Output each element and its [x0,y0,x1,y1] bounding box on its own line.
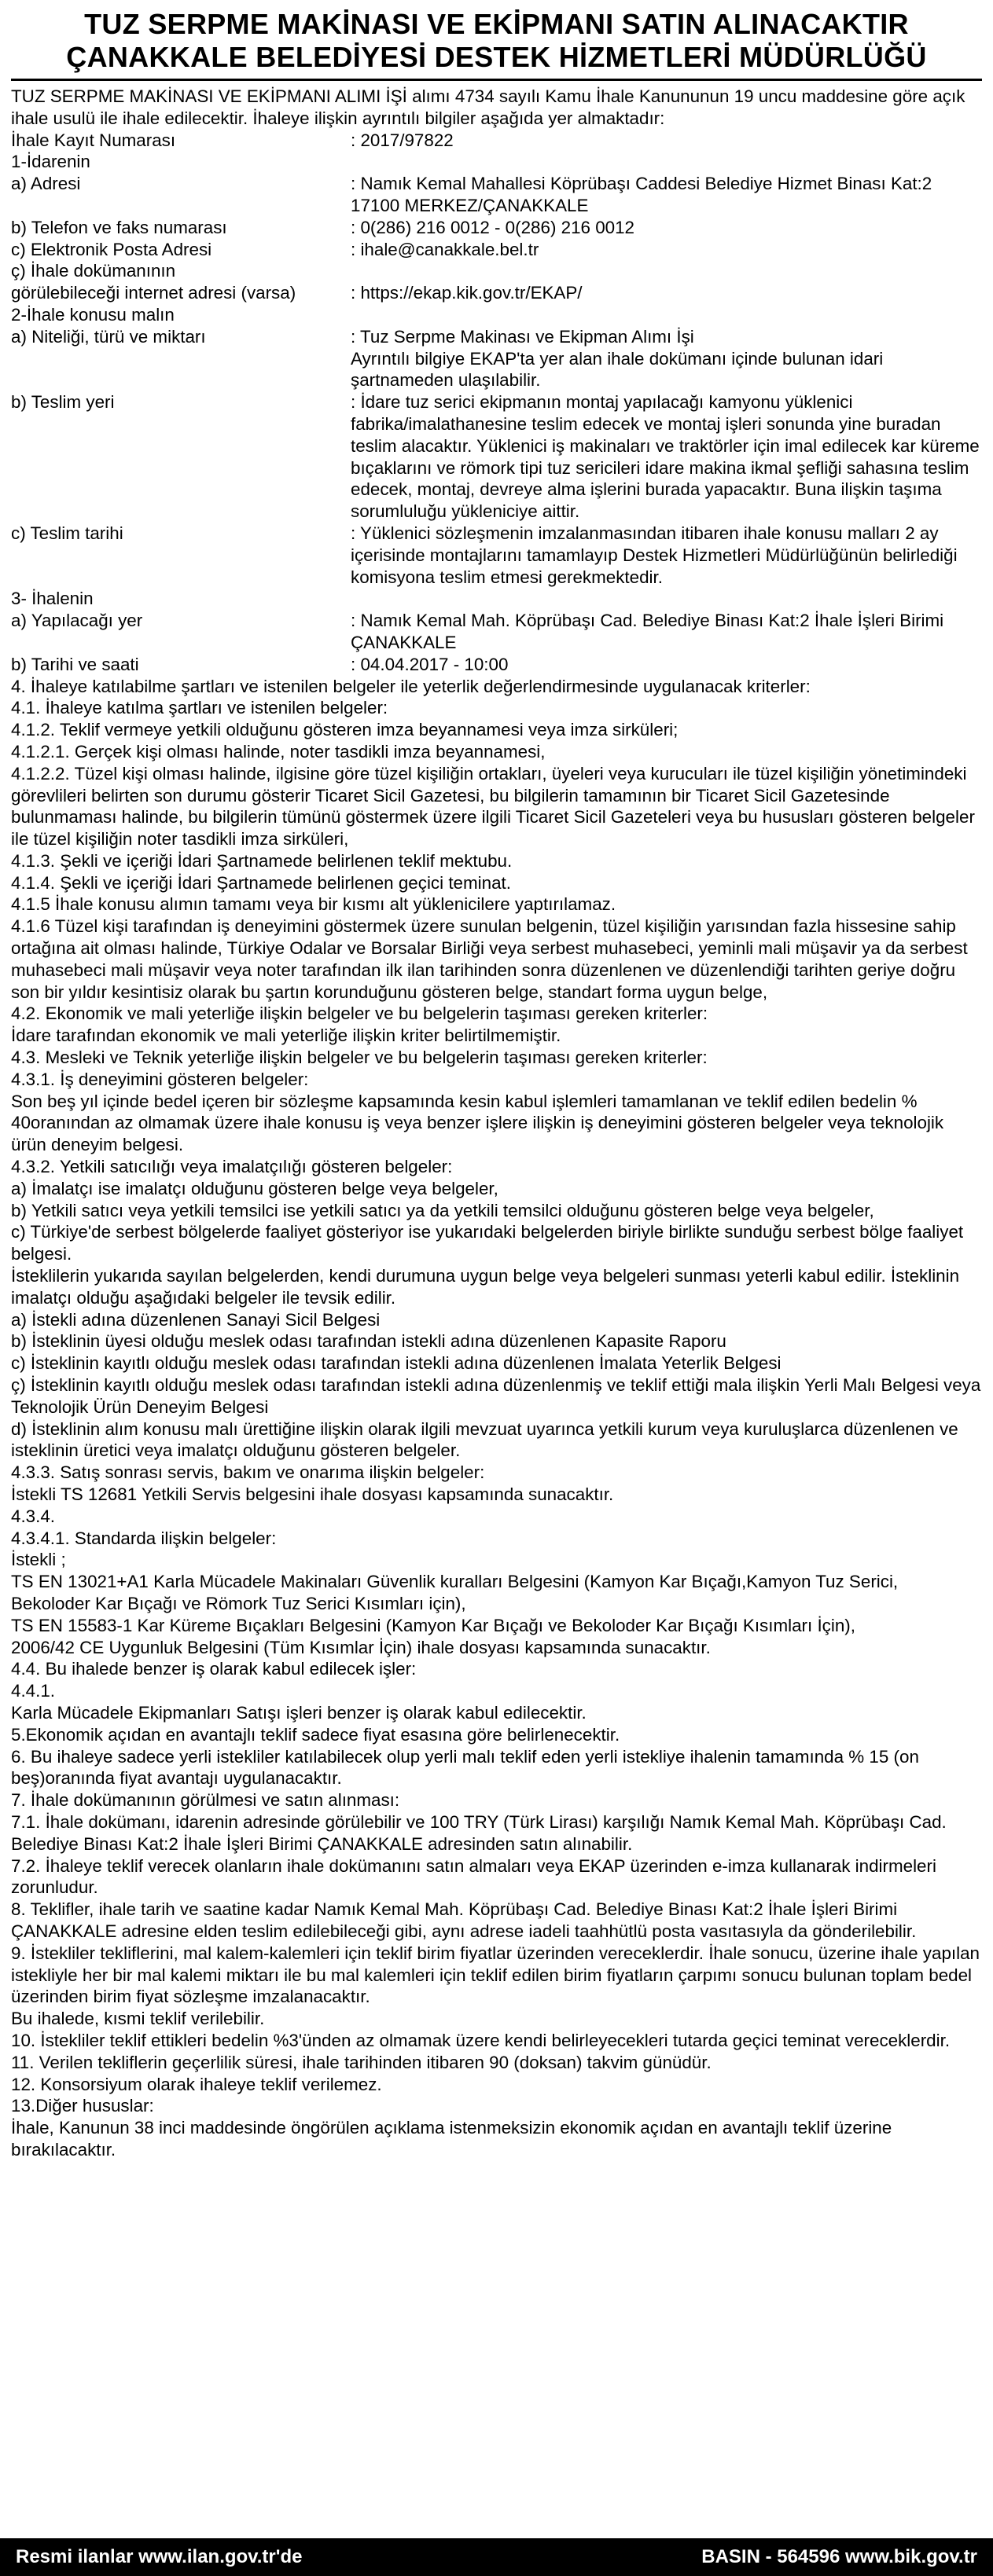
condition-paragraph: 6. Bu ihaleye sadece yerli istekliler katılabilecek olup yerli malı teklif eden yerli istekliye ihalenin tamamında % 15 (on beş)oranında fiyat avantajı uygulanacaktır. [11,1746,919,1789]
nitelik-value [351,326,982,391]
condition-paragraph: İsteklilerin yukarıda sayılan belgelerden, kendi durumuna uygun belge veya belgeleri sunması yeterli kabul edilir. İsteklinin imalatçı olduğu aşağıdaki belgeler ile tevsik edilir. [11,1266,960,1308]
ad-footer [0,2538,993,2576]
ihale-yer-row [11,610,982,654]
footer-basin-ref: BASIN - 564596 www.bik.gov.tr [701,2546,977,2567]
condition-paragraph: 4.1.2.2. Tüzel kişi olması halinde, ilgisine göre tüzel kişiliğin ortakları, üyeleri veya kurucuları ile tüzel kişiliğin yönetimindeki görevlileri belirten son durumu gösterir Ticaret Sicil Gazetesi, bu bilgilerin tamamının bir Ticaret Sicil Gazetesinde bulunmaması halinde, bu bilgilerin tümünü göstermek üzere ilgili Ticaret Sicil Gazeteleri veya bu hususları gösteren belgeler ile tüzel kişiliğin noter tasdikli imza sirküleri, [11,763,975,849]
ihale-tarih-row [11,654,982,676]
condition-paragraph: a) İmalatçı ise imalatçı olduğunu gösteren belge veya belgeler, [11,1178,498,1198]
telefon-label: b) Telefon ve faks numarası [11,217,227,237]
eposta-row [11,239,982,261]
condition-paragraph: 4. İhaleye katılabilme şartları ve istenilen belgeler ile yeterlik değerlendirmesinde uygulanacak kriterler: [11,676,811,696]
condition-paragraph: 4.1.2. Teklif vermeye yetkili olduğunu gösteren imza beyannamesi veya imza sirküleri; [11,720,679,740]
ihale-heading: 3- İhalenin [11,589,94,609]
condition-paragraph: 10. İstekliler teklif ettikleri bedelin %3'ünden az olmamak üzere kendi belirleyecekleri tutarda geçici teminat vereceklerdir. [11,2030,951,2050]
condition-paragraph: İstekli ; [11,1550,66,1570]
condition-paragraph: 4.3.1. İş deneyimini gösteren belgeler: [11,1069,309,1089]
ad-body [11,86,982,2161]
nitelik-text: : Tuz Serpme Makinası ve Ekipman Alımı İşi [351,326,694,347]
condition-paragraph: c) Türkiye'de serbest bölgelerde faaliyet gösteriyor ise yukarıdaki belgelerden biriyle birlikte sunduğu serbest bölge faaliyet belgesi. [11,1222,964,1264]
ihale-tarih-value: : 04.04.2017 - 10:00 [351,654,509,674]
dokuman-row [11,282,982,304]
condition-paragraph: 4.3.4.1. Standarda ilişkin belgeler: [11,1528,277,1548]
condition-paragraph: 4.1.3. Şekli ve içeriği İdari Şartnamede belirlenen teklif mektubu. [11,850,513,871]
condition-paragraph: Son beş yıl içinde bedel içeren bir sözleşme kapsamında kesin kabul işlemleri tamamlanan ve teklif edilen bedelin % 40oranından az olmamak üzere ihale konusu iş veya benzer işlere ilişkin iş deneyimini gösteren belgeler veya teknolojik ürün deneyim belgesi. [11,1091,944,1155]
ad-subtitle: ÇANAKKALE BELEDİYESİ DESTEK HİZMETLERİ MÜDÜRLÜĞÜ [66,41,927,73]
idare-heading: 1-İdarenin [11,152,90,172]
condition-paragraph: 4.1.5 İhale konusu alımın tamamı veya bir kısmı alt yüklenicilere yaptırılamaz. [11,894,616,915]
condition-paragraph: 7.2. İhaleye teklif verecek olanların ihale dokümanını satın almaları veya EKAP üzerinden e-imza kullanarak indirmeleri zorunludur. [11,1855,936,1898]
adres-row [11,173,982,217]
kayit-value: : 2017/97822 [351,130,454,150]
condition-paragraph: 4.2. Ekonomik ve mali yeterliğe ilişkin belgeler ve bu belgelerin taşıması gereken kriterler: [11,1004,708,1024]
teslim-tarihi-label: c) Teslim tarihi [11,523,123,543]
condition-paragraph: 4.1. İhaleye katılma şartları ve istenilen belgeler: [11,698,388,718]
dokuman-link: : https://ekap.kik.gov.tr/EKAP/ [351,283,583,303]
intro-text: TUZ SERPME MAKİNASI VE EKİPMANI ALIMI İŞİ alımı 4734 sayılı Kamu İhale Kanununun 19 uncu maddesine göre açık ihale usulü ile ihale edilecektir. İhaleye ilişkin ayrıntılı bilgiler aşağıda yer almaktadır: [11,86,965,128]
eposta-value: : ihale@canakkale.bel.tr [351,239,539,259]
eposta-label: c) Elektronik Posta Adresi [11,239,212,259]
condition-paragraph: İhale, Kanunun 38 inci maddesinde öngörülen açıklama istenmeksizin ekonomik açıdan en avantajlı teklif üzerine bırakılacaktır. [11,2118,892,2160]
condition-paragraph: 4.3.2. Yetkili satıcılığı veya imalatçılığı gösteren belgeler: [11,1157,453,1177]
condition-paragraph: Bu ihalede, kısmi teklif verilebilir. [11,2009,265,2029]
condition-paragraph: d) İsteklinin alım konusu malı ürettiğine ilişkin olarak ilgili mevzuat uyarınca yetkili kurum veya kuruluşlarca düzenlenen ve isteklinin üretici veya imalatçı olduğunu gösteren belgeler. [11,1418,958,1461]
condition-paragraph: 5.Ekonomik açıdan en avantajlı teklif sadece fiyat esasına göre belirlenecektir. [11,1724,620,1745]
condition-paragraph: 4.3. Mesleki ve Teknik yeterliğe ilişkin belgeler ve bu belgelerin taşıması gereken kriterler: [11,1048,708,1068]
dokuman-key: görülebileceği internet adresi (varsa) [11,283,296,303]
condition-paragraph: ç) İsteklinin kayıtlı olduğu meslek odası tarafından istekli adına düzenlenmiş ve teklif ettiği mala ilişkin Yerli Malı Belgesi veya Teknolojik Ürün Deneyim Belgesi [11,1375,981,1417]
conditions-list [11,676,982,2161]
condition-paragraph: 4.1.4. Şekli ve içeriği İdari Şartnamede belirlenen geçici teminat. [11,872,511,893]
condition-paragraph: 11. Verilen tekliflerin geçerlilik süresi, ihale tarihinden itibaren 90 (doksan) takvim günüdür. [11,2052,712,2072]
condition-paragraph: 7.1. İhale dokümanı, idarenin adresinde görülebilir ve 100 TRY (Türk Lirası) karşılığı Namık Kemal Mah. Köprübaşı Cad. Belediye Binası Kat:2 İhale İşleri Birimi ÇANAKKALE adresinden satın alınabilir. [11,1811,947,1854]
condition-paragraph: 13.Diğer hususlar: [11,2096,154,2116]
ihale-yer-label: a) Yapılacağı yer [11,611,143,631]
condition-paragraph: c) İsteklinin kayıtlı olduğu meslek odası tarafından istekli adına düzenlenen İmalata Yeterlik Belgesi [11,1353,782,1374]
adres-value: : Namık Kemal Mahallesi Köprübaşı Caddesi Belediye Hizmet Binası Kat:2 17100 MERKEZ/ÇANAKKALE [351,174,932,215]
teslim-yeri-label: b) Teslim yeri [11,392,115,413]
kayit-label: İhale Kayıt Numarası [11,130,176,150]
nitelik-row [11,326,982,391]
condition-paragraph: TS EN 15583-1 Kar Küreme Bıçakları Belgesini (Kamyon Kar Bıçağı ve Bekoloder Kar Bıçağı Kısımları İçin), [11,1615,855,1635]
condition-paragraph: Karla Mücadele Ekipmanları Satışı işleri benzer iş olarak kabul edilecektir. [11,1702,587,1723]
dokuman-label: ç) İhale dokümanının [11,261,176,281]
condition-paragraph: İdare tarafından ekonomik ve mali yeterliğe ilişkin kriter belirtilmemiştir. [11,1026,561,1046]
ad-header [11,8,982,81]
condition-paragraph: 8. Teklifler, ihale tarih ve saatine kadar Namık Kemal Mah. Köprübaşı Cad. Belediye Binası Kat:2 İhale İşleri Birimi ÇANAKKALE adresine elden teslim edilebileceği gibi, aynı adrese iadeli taahhütlü posta vasıtasıyla da gönderilebilir. [11,1899,917,1941]
ad-title: TUZ SERPME MAKİNASI VE EKİPMANI SATIN ALINACAKTIR [84,8,909,40]
condition-paragraph: TS EN 13021+A1 Karla Mücadele Makinaları Güvenlik kuralları Belgesini (Kamyon Kar Bıçağı,Kamyon Tuz Serici, Bekoloder Kar Bıçağı ve Römork Tuz Serici Kısımları için), [11,1572,899,1613]
condition-paragraph: 4.1.2.1. Gerçek kişi olması halinde, noter tasdikli imza beyannamesi, [11,741,546,761]
condition-paragraph: a) İstekli adına düzenlenen Sanayi Sicil Belgesi [11,1309,381,1330]
nitelik-label: a) Niteliği, türü ve miktarı [11,326,206,347]
teslim-tarihi-value: : Yüklenici sözleşmenin imzalanmasından itibaren ihale konusu malları 2 ay içerisinde montajlarını tamamlayıp Destek Hizmetleri Müdürlüğünün belirlediği komisyona teslim etmesi gerekmektedir. [351,523,958,587]
ihale-tarih-label: b) Tarihi ve saati [11,654,139,674]
nitelik-note: Ayrıntılı bilgiye EKAP'ta yer alan ihale dokümanı içinde bulunan idari şartnameden ulaşılabilir. [351,348,884,391]
footer-ilan-link: Resmi ilanlar www.ilan.gov.tr'de [16,2546,303,2567]
condition-paragraph: 4.3.4. [11,1506,56,1526]
telefon-value: : 0(286) 216 0012 - 0(286) 216 0012 [351,217,635,237]
teslim-yeri-row [11,391,982,523]
condition-paragraph: 12. Konsorsiyum olarak ihaleye teklif verilemez. [11,2074,382,2094]
condition-paragraph: b) İsteklinin üyesi olduğu meslek odası tarafından istekli adına düzenlenen Kapasite Raporu [11,1331,726,1352]
condition-paragraph: b) Yetkili satıcı veya yetkili temsilci ise yetkili satıcı ya da yetkili temsilci olduğunu gösteren belge veya belgeler, [11,1200,874,1220]
konu-heading: 2-İhale konusu malın [11,304,175,325]
condition-paragraph: 4.3.3. Satış sonrası servis, bakım ve onarıma ilişkin belgeler: [11,1462,485,1483]
kayit-row [11,130,982,152]
ihale-yer-value: : Namık Kemal Mah. Köprübaşı Cad. Belediye Binası Kat:2 İhale İşleri Birimi ÇANAKKALE [351,611,944,652]
condition-paragraph: 7. İhale dokümanının görülmesi ve satın alınması: [11,1790,400,1811]
teslim-yeri-value: : İdare tuz serici ekipmanın montaj yapılacağı kamyonu yüklenici fabrika/imalathanesine teslim edecek ve montaj işleri sonunda yine buradan teslim alacaktır. Yüklenici iş makinaları ve traktörler için imal edilecek kar küreme bıçaklarını ve römork tipi tuz sericileri idare makina ikmal şefliği sahasına teslim edecek, montaj, devreye alma işlerini burada yapacaktır. Buna ilişkin taşıma sorumluluğu yükleniciye aittir. [351,392,980,522]
telefon-row [11,217,982,239]
adres-label: a) Adresi [11,174,81,194]
condition-paragraph: İstekli TS 12681 Yetkili Servis belgesini ihale dosyası kapsamında sunacaktır. [11,1484,614,1504]
condition-paragraph: 4.4. Bu ihalede benzer iş olarak kabul edilecek işler: [11,1659,417,1679]
condition-paragraph: 2006/42 CE Uygunluk Belgesini (Tüm Kısımlar İçin) ihale dosyası kapsamında sunacaktır. [11,1637,711,1657]
teslim-tarihi-row [11,523,982,588]
condition-paragraph: 9. İstekliler tekliflerini, mal kalem-kalemleri için teklif birim fiyatlar üzerinden vereceklerdir. İhale sonucu, üzerine ihale yapılan istekliyle her bir mal kalemi miktarı ile bu mal kalemleri için teklif edilen birim fiyatların çarpımı sonucu bulunan toplam bedel üzerinden birim fiyat sözleşme imzalanacaktır. [11,1943,980,2007]
condition-paragraph: 4.1.6 Tüzel kişi tarafından iş deneyimini göstermek üzere sunulan belgenin, tüzel kişiliğin yarısından fazla hissesine sahip ortağına ait olması halinde, Türkiye Odalar ve Borsalar Birliği veya serbest muhasebeci, yeminli mali müşavir ya da serbest muhasebeci mali müşavir veya noter tarafından ilk ilan tarihinden sonra düzenlenen ve düzenlendiği tarihten geriye doğru son bir yıldır kesintisiz olarak bu şartın korunduğunu gösteren belge, standart forma uygun belge, [11,916,968,1002]
condition-paragraph: 4.4.1. [11,1681,56,1701]
